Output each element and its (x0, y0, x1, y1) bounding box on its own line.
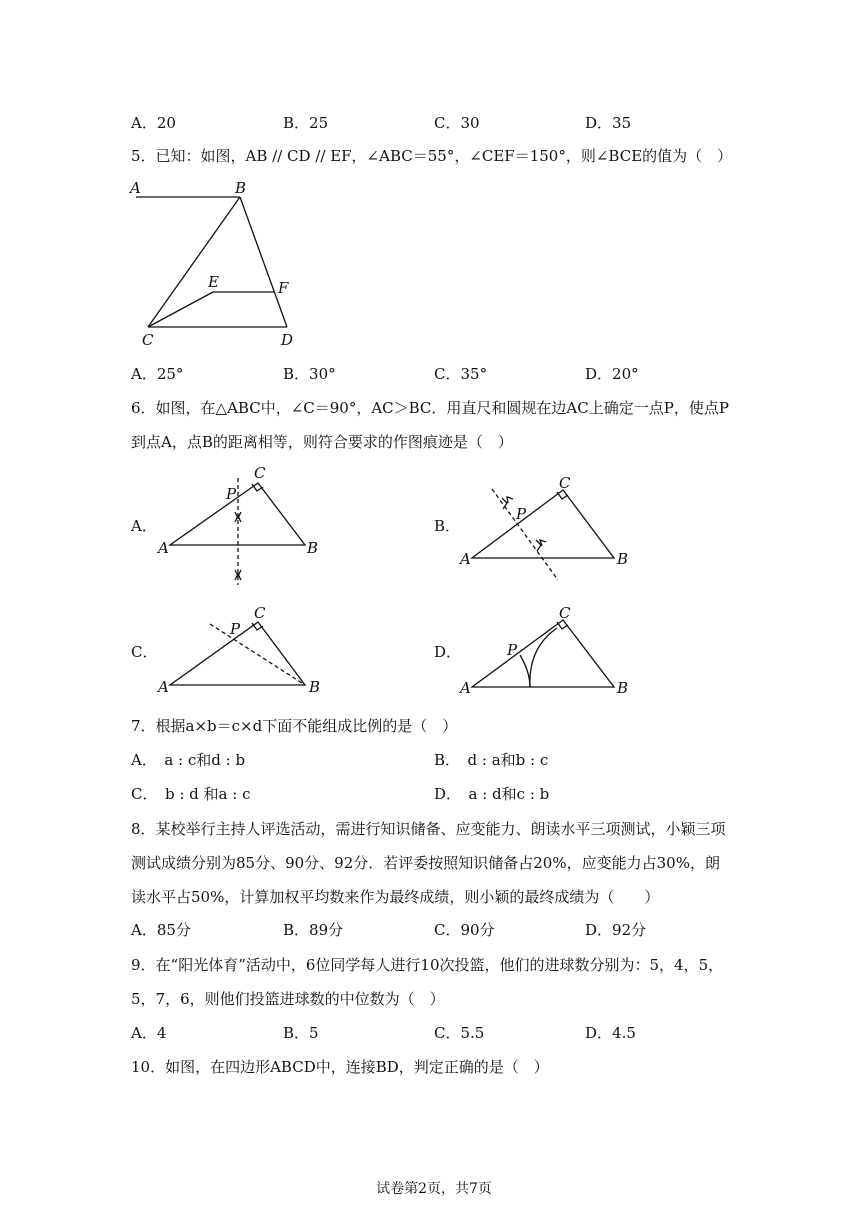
q6-option-c-letter: C． (131, 643, 158, 661)
q6a-label-c: C (254, 464, 266, 482)
q6a-label-a: A (158, 539, 169, 557)
q9-line2: 5，7，6，则他们投篮进球数的中位数为（ ） (131, 990, 445, 1008)
q6a-label-p: P (226, 485, 237, 503)
q6-stem-line1: 6．如图，在△ABC中，∠C＝90°，AC＞BC．用直尺和圆规在边AC上确定一点P，使点P (131, 399, 729, 417)
q6d-label-c: C (559, 604, 571, 622)
q6d-label-b: B (617, 679, 629, 697)
q4-option-d: D．35 (585, 114, 632, 132)
q6b-label-p: P (516, 505, 527, 523)
q9-option-b: B．5 (283, 1024, 319, 1042)
q7-option-c: C． b : d 和a : c (131, 785, 251, 803)
q5-label-a: A (130, 179, 141, 197)
q6-option-a-letter: A． (131, 517, 157, 535)
q6c-label-b: B (309, 678, 321, 696)
q6-option-d-letter: D． (434, 643, 462, 661)
q8-option-c: C．90分 (434, 921, 495, 939)
q6b-label-a: A (460, 550, 471, 568)
q4-option-a: A．20 (131, 114, 176, 132)
q6c-label-c: C (254, 604, 266, 622)
q5-label-d: D (281, 331, 294, 349)
q7-option-b: B． d : a和b : c (434, 751, 549, 769)
q6-stem-line2: 到点A，点B的距离相等，则符合要求的作图痕迹是（ ） (131, 433, 513, 451)
q5-label-e: E (208, 273, 219, 291)
q6b-label-c: C (559, 474, 571, 492)
q4-option-b: B．25 (283, 114, 329, 132)
q9-line1: 9．在“阳光体育”活动中，6位同学每人进行10次投篮，他们的进球数分别为：5，4，5， (131, 956, 724, 974)
q6d-label-p: P (507, 641, 518, 659)
q8-option-b: B．89分 (283, 921, 344, 939)
q6b-label-b: B (617, 550, 629, 568)
q6a-label-b: B (307, 539, 319, 557)
q8-line3: 读水平占50%，计算加权平均数来作为最终成绩，则小颖的最终成绩为（ ） (131, 888, 660, 906)
q5-option-c: C．35° (434, 365, 488, 383)
q7-option-d: D． a : d和c : b (434, 785, 550, 803)
q7-option-a: A． a : c和d : b (131, 751, 246, 769)
q5-label-f: F (278, 279, 289, 297)
q7-stem: 7．根据a×b＝c×d下面不能组成比例的是（ ） (131, 717, 458, 735)
q5-option-d: D．20° (585, 365, 639, 383)
q10-stem: 10．如图，在四边形ABCD中，连接BD，判定正确的是（ ） (131, 1058, 549, 1076)
q5-stem: 5．已知：如图，AB // CD // EF，∠ABC＝55°，∠CEF＝150°，则∠BCE的值为（ ） (131, 147, 733, 165)
q6c-label-a: A (158, 678, 169, 696)
page-footer: 试卷第2页，共7页 (376, 1181, 492, 1197)
q4-option-c: C．30 (434, 114, 480, 132)
q5-option-b: B．30° (283, 365, 336, 383)
q5-label-c: C (142, 331, 154, 349)
q5-label-b: B (235, 179, 247, 197)
q6-option-b-letter: B． (434, 517, 461, 535)
q9-option-d: D．4.5 (585, 1024, 636, 1042)
q8-option-a: A．85分 (131, 921, 191, 939)
q5-option-a: A．25° (131, 365, 184, 383)
q8-line1: 8．某校举行主持人评选活动，需进行知识储备、应变能力、朗读水平三项测试，小颖三项 (131, 820, 726, 838)
q6c-label-p: P (230, 620, 241, 638)
q9-option-a: A．4 (131, 1024, 167, 1042)
q8-option-d: D．92分 (585, 921, 647, 939)
q8-line2: 测试成绩分别为85分、90分、92分．若评委按照知识储备占20%，应变能力占30%，朗 (131, 854, 720, 872)
q6d-label-a: A (460, 679, 471, 697)
q9-option-c: C．5.5 (434, 1024, 485, 1042)
